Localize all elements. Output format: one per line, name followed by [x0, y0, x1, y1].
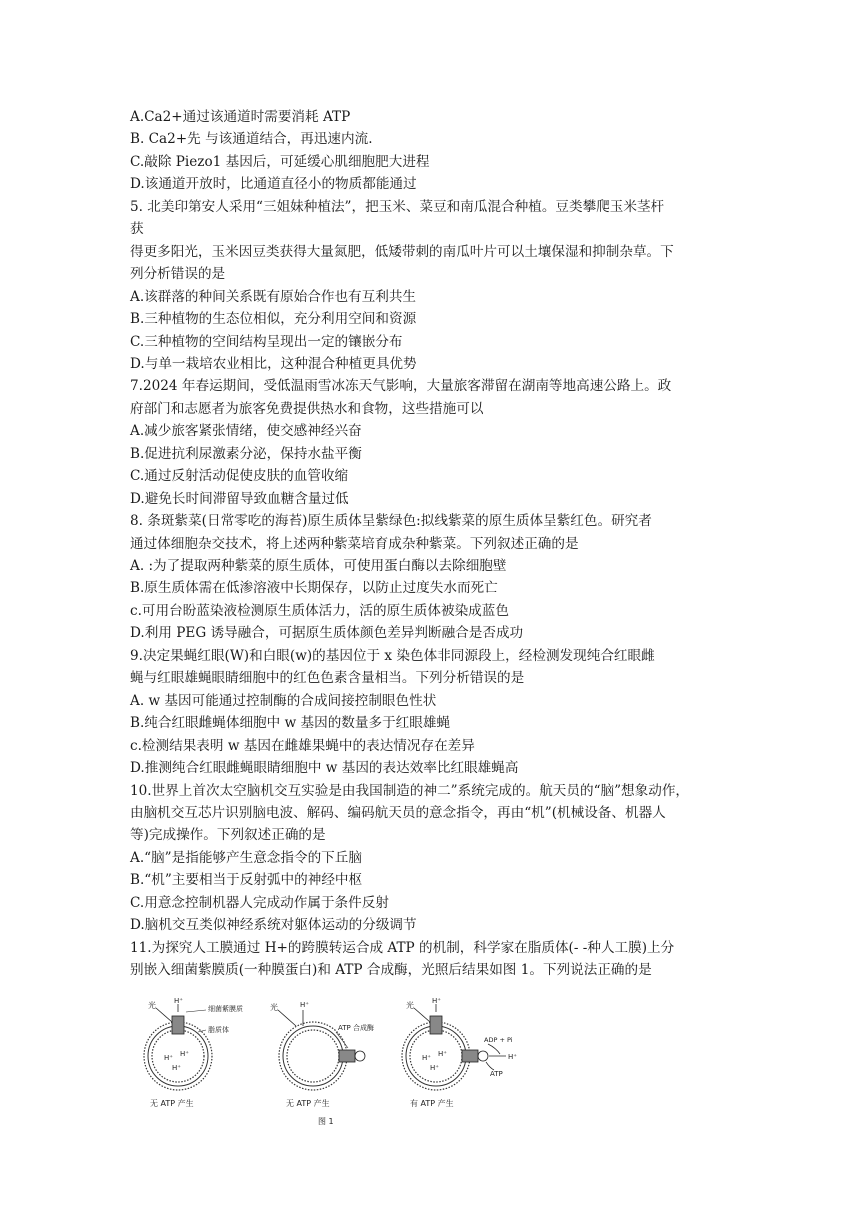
liposome-membrane: [148, 1026, 208, 1086]
text-line: 7.2024 年春运期间，受低温雨雪冰冻天气影响，大量旅客滞留在湖南等地高速公路上。政: [130, 378, 672, 395]
text-line: D.与单一栽培农业相比，这种混合种植更具优势: [130, 355, 417, 372]
liposome-inner-ring: [152, 1030, 204, 1082]
figure-1-diagram: [128, 996, 528, 1131]
text-line: 得更多阳光，玉米因豆类获得大量氮肥，低矮带刺的南瓜叶片可以土壤保湿和抑制杂草。下: [130, 243, 674, 260]
text-line: D.避免长时间滞留导致血糖含量过低: [130, 490, 349, 507]
hplus-label: H⁺: [300, 1001, 309, 1009]
panel-caption: 无 ATP 产生: [150, 1099, 194, 1108]
inner-hplus: H⁺: [180, 1050, 189, 1058]
text-line: D.脑机交互类似神经系统对躯体运动的分级调节: [130, 917, 417, 934]
text-line: 5. 北美印第安人采用“三姐妹种植法”，把玉米、菜豆和南瓜混合种植。豆类攀爬玉米茎杆: [130, 198, 665, 215]
liposome-membrane: [406, 1026, 466, 1086]
inner-hplus: H⁺: [172, 1064, 181, 1072]
liposome-outer-ring: [279, 1022, 347, 1090]
text-line: B.促进抗利尿激素分泌，保持水盐平衡: [130, 445, 362, 462]
liposome-membrane: [283, 1026, 343, 1086]
hplus-label: H⁺: [174, 997, 183, 1005]
liposome-inner-ring: [287, 1030, 339, 1082]
text-line: A.Ca2+通过该通道时需要消耗 ATP: [130, 109, 351, 125]
inner-hplus: H⁺: [164, 1054, 173, 1062]
liposome-inner-ring: [410, 1030, 462, 1082]
light-arrow: [414, 1008, 430, 1022]
atp-synthase-head: [478, 1051, 488, 1061]
light-label: 光: [148, 1001, 156, 1010]
text-line: 蝇与红眼雄蝇眼睛细胞中的红色色素含量相当。下列分析错误的是: [130, 670, 525, 687]
text-line: c.可用台盼蓝染液检测原生质体活力，活的原生质体被染成蓝色: [130, 602, 509, 619]
text-line: 府部门和志愿者为旅客免费提供热水和食物，这些措施可以: [130, 400, 484, 417]
atp-synthase-head: [355, 1051, 365, 1061]
figure-title: 图 1: [318, 1117, 334, 1126]
panel-caption: 有 ATP 产生: [410, 1099, 454, 1108]
text-line: c.检测结果表明 w 基因在雌雄果蝇中的表达情况存在差异: [130, 737, 475, 754]
text-line: A. :为了提取两种紫菜的原生质体，可使用蛋白酶以去除细胞壁: [130, 558, 507, 574]
text-line: 10.世界上首次太空脑机交互实验是由我国制造的神二”系统完成的。航天员的“脑”想象动作，: [130, 782, 690, 799]
leader-line-protein: [186, 1010, 206, 1012]
text-line: C.敲除 Piezo1 基因后，可延缓心肌细胞肥大进程: [130, 153, 430, 170]
text-line: B. Ca2+先 与该通道结合，再迅速内流.: [130, 131, 373, 148]
panel-2: [270, 1001, 374, 1108]
text-line: D.推测纯合红眼雌蝇眼睛细胞中 w 基因的表达效率比红眼雄蝇高: [130, 760, 519, 777]
figure-1: [128, 996, 528, 1131]
light-label: 光: [406, 1001, 414, 1010]
panel-caption: 无 ATP 产生: [286, 1099, 330, 1108]
purple-membrane-protein: [430, 1016, 442, 1034]
hplus-out-label: H⁺: [508, 1053, 517, 1061]
atp-arrow: [486, 1062, 494, 1070]
inner-hplus: H⁺: [422, 1054, 431, 1062]
text-line: 9.决定果蝇红眼(W)和白眼(w)的基因位于 x 染色体非同源段上，经检测发现纯合红眼雌: [130, 647, 655, 664]
panel-1: [144, 997, 243, 1108]
inner-hplus: H⁺: [430, 1064, 439, 1072]
text-line: 由脑机交互芯片识别脑电波、解码、编码航天员的意念指令，再由“机”(机械设备、机器人: [130, 804, 666, 821]
text-line: C.用意念控制机器人完成动作属于条件反射: [130, 894, 389, 911]
text-line: 通过体细胞杂交技术，将上述两种紫菜培育成杂种紫菜。下列叙述正确的是: [130, 535, 579, 552]
purple-membrane-protein: [172, 1016, 184, 1034]
light-arrow: [278, 1010, 296, 1026]
light-arrow: [156, 1008, 172, 1022]
liposome-label: 脂质体: [208, 1026, 229, 1034]
protein-label: 细菌紫膜质: [208, 1005, 243, 1013]
atp-synthase: [339, 1050, 355, 1062]
text-line: 别嵌入细菌紫膜质(一种膜蛋白)和 ATP 合成酶，光照后结果如图 1。下列说法正确的是: [130, 962, 652, 979]
inner-hplus: H⁺: [438, 1050, 447, 1058]
text-line: 获: [130, 221, 144, 238]
atp-synthase: [462, 1050, 478, 1062]
text-line: A. w 基因可能通过控制酶的合成间接控制眼色性状: [130, 692, 437, 709]
enzyme-label: ATP 合成酶: [338, 1024, 374, 1032]
hplus-label: H⁺: [432, 997, 441, 1005]
text-line: B.三种植物的生态位相似，充分利用空间和资源: [130, 311, 417, 328]
text-line: D.利用 PEG 诱导融合，可据原生质体颜色差异判断融合是否成功: [130, 625, 524, 642]
text-line: D.该通道开放时，比通道直径小的物质都能通过: [130, 176, 417, 193]
adp-label: ADP + Pi: [484, 1036, 513, 1044]
light-label: 光: [270, 1003, 278, 1012]
panel-3: [402, 997, 517, 1108]
text-line: B.纯合红眼雌蝇体细胞中 w 基因的数量多于红眼雄蝇: [130, 715, 451, 732]
text-line: A.“脑”是指能够产生意念指令的下丘脑: [130, 849, 362, 866]
text-line: B.原生质体需在低渗溶液中长期保存，以防止过度失水而死亡: [130, 580, 498, 597]
text-line: 11.为探究人工膜通过 H+的跨膜转运合成 ATP 的机制，科学家在脂质体(- -种人工膜)上分: [130, 939, 675, 956]
text-line: 8. 条斑紫菜(日常零吃的海苔)原生质体呈紫绿色:拟线紫菜的原生质体呈紫红色。研究者: [130, 513, 652, 530]
text-line: C.三种植物的空间结构呈现出一定的镶嵌分布: [130, 333, 403, 350]
text-line: 等)完成操作。下列叙述正确的是: [130, 827, 326, 844]
text-line: 列分析错误的是: [130, 266, 226, 283]
text-line: A.该群落的种间关系既有原始合作也有互利共生: [130, 288, 417, 305]
text-line: A.减少旅客紧张情绪，使交感神经兴奋: [130, 423, 362, 440]
adp-arrow: [488, 1044, 500, 1054]
text-line: B.“机”主要相当于反射弧中的神经中枢: [130, 872, 363, 889]
text-line: C.通过反射活动促使皮肤的血管收缩: [130, 468, 349, 485]
atp-label: ATP: [490, 1070, 503, 1078]
